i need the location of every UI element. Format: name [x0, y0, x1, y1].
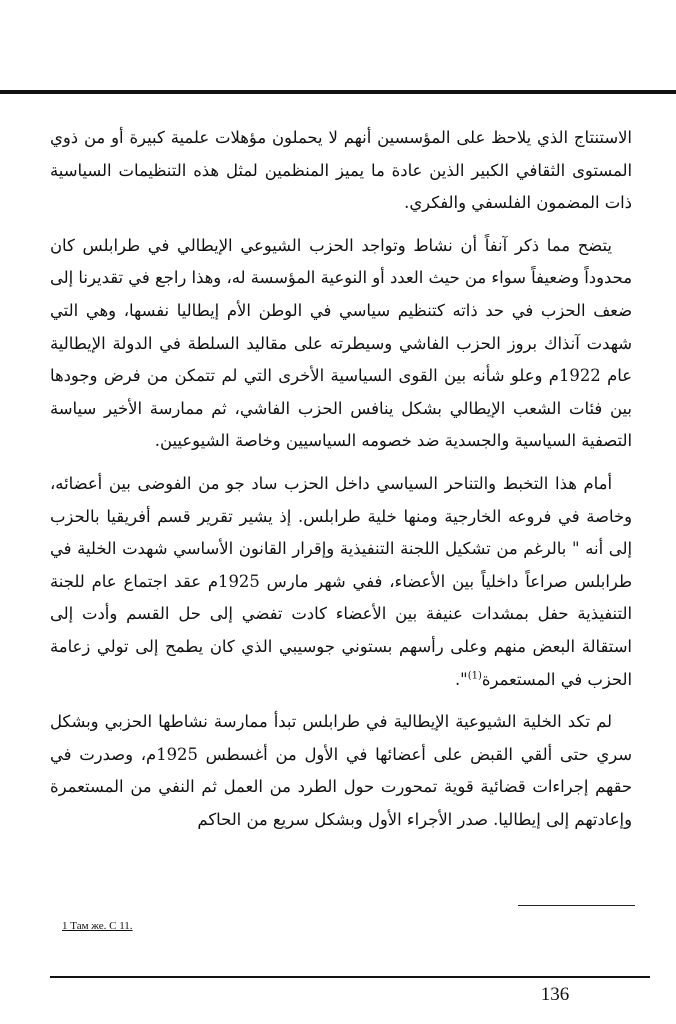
- footnote-rule: [518, 905, 635, 906]
- paragraph-2: يتضح مما ذكر آنفاً أن نشاط وتواجد الحزب الشيوعي الإيطالي في طرابلس كان محدوداً وضعيفاً سواء من حيث العدد أو النوعية المؤسسة له، وهذا راجع في تقديرنا إلى ضعف الحزب في حد ذاته كتنظيم سياسي في الوطن الأم إيطاليا نفسها، وهي التي شهدت آنذاك بروز الحزب الفاشي وسيطرته على مقاليد السلطة في الدولة الإيطالية عام 1922م وعلو شأنه بين القوى السياسية الأخرى التي لم تتمكن من فرض وجودها بين فئات الشعب الإيطالي بشكل ينافس الحزب الفاشي، ثم ممارسة الأخير سياسة التصفية السياسية والجسدية ضد خصومه السياسيين وخاصة الشيوعيين.: [50, 235, 632, 451]
- page-number: 136: [540, 984, 570, 1005]
- footnote: 1 Там же. С 11.: [62, 920, 133, 932]
- paragraph-4: لم تكد الخلية الشيوعية الإيطالية في طرابلس تبدأ ممارسة نشاطها الحزبي وبشكل سري حتى ألقي القبض على أعضائها في الأول من أغسطس 1925م، وصدرت في حقهم إجراءات قضائية قوية تمحورت حول الطرد من العمل ثم النفي من المستعمرة وإعادتهم إلى إيطاليا. صدر الأجراء الأول وبشكل سريع من الحاكم: [50, 712, 633, 829]
- paragraph-3-end: ".: [454, 669, 468, 689]
- footnote-marker: (1): [467, 670, 482, 682]
- body-text: [50, 122, 632, 846]
- header-rule: [0, 90, 676, 94]
- paragraph-3-text: أمام هذا التخبط والتناحر السياسي داخل الحزب ساد جو من الفوضى بين أعضائه، وخاصة في فروعه الخارجية ومنها خلية طرابلس. إذ يشير تقرير قسم أفريقيا بالحزب إلى أنه " بالرغم من تشكيل اللجنة التنفيذية وإقرار القانون الأساسي شهدت الخلية في طرابلس صراعاً داخلياً بين الأعضاء، ففي شهر مارس 1925م عقد اجتماع عام للجنة التنفيذية حفل بمشدات عنيفة بين الأعضاء كادت تفضي إلى حل القسم وأدت إلى استقالة البعض منهم وعلى رأسهم بستوني جوسيبي الذي كان يطمح إلى تولي زعامة الحزب في المستعمرة: [50, 473, 632, 689]
- paragraph-1: الاستنتاج الذي يلاحظ على المؤسسين أنهم لا يحملون مؤهلات علمية كبيرة أو من ذوي المستوى الثقافي الكبير الذين عادة ما يميز المنظمين لمثل هذه التنظيمات السياسية ذات المضمون الفلسفي والفكري.: [50, 128, 632, 213]
- paragraph-3: [50, 468, 632, 696]
- footer-rule: [50, 976, 650, 978]
